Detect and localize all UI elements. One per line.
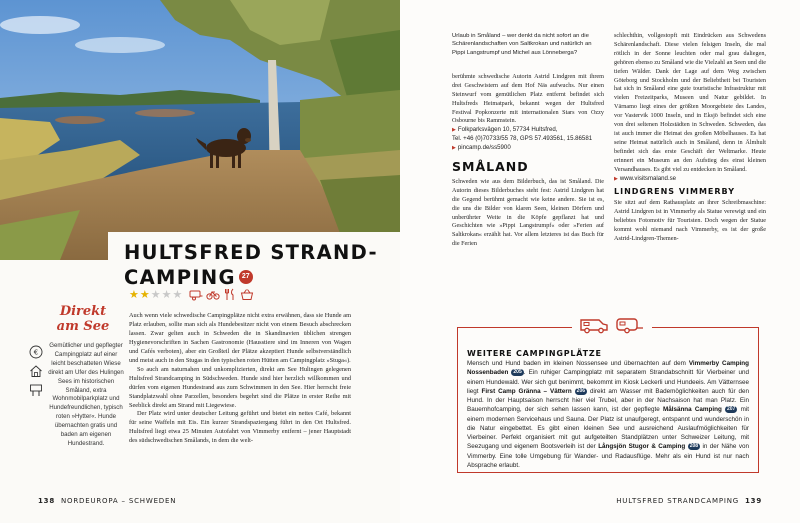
sidebar-heading-line1: Direkt	[59, 304, 107, 319]
svg-text:€: €	[33, 348, 39, 357]
footer-section-right: HULTSFRED STRANDCAMPING	[616, 497, 739, 505]
camper-icons	[572, 315, 652, 339]
sidebar-heading	[48, 304, 118, 334]
body-paragraph: schlechthin, vollgestopft mit Eindrücken aus Schwedens Schärenlandschaft. Diese vielen felsigen Inseln, die mal rötlich in der Sonne leuchten oder mal grau daliegen, gehören ebenso zu Småland wie die Vielzahl an Seen und die tiefen Wälder. Dank der Lage auf dem Weg zwischen Göteborg und Stockholm und der Beliebtheit bei Touristen hat sich in Småland eine gute touristische Infrastruktur mit vielen Freizeitparks, Museen und Natur gebildet. In Värnamo liegt eines der größten Moorgebiete des Landes, vor Vastervik 1000 Inseln, und in Eksjö befindet sich eine von drei seltenen Holzstädten in Schweden. Schweden, das ist auch immer die Heimat des großen Möbelhauses. Es hat seine Heimat natürlich auch in Småland, denn in Älmhult befindet sich das erste Geschäft der Weltmarke. Heute erinnert ein Museum an den Aufstieg des einst kleinen Versandhauses. Es gibt viel zu entdecken in Småland.	[614, 32, 766, 173]
amenity-icons	[189, 288, 257, 301]
footer-left	[38, 497, 176, 505]
pointer-icon: ▶	[452, 127, 456, 134]
campsite-name: First Camp Gränna – Vättern	[481, 387, 572, 395]
campsite-name: Vimmerby Camping Nossenbaden	[467, 360, 749, 377]
photo-caption: Urlaub in Småland – wer denkt da nicht sofort an die Schärenlandschaften von Saltkrokan und natürlich an Pippi Langstrumpf und Michel aus Lönneberga?	[452, 33, 592, 56]
section-heading-smaland: SMÅLAND	[452, 159, 529, 175]
website-line[interactable]: ▶ www.visitsmaland.se	[614, 174, 677, 182]
body-paragraph: Schweden wie aus dem Bilderbuch, das ist Småland. Die Autorin dieses Bilderbuches steht fest: Astrid Lindgren hat die Gegend berühmt gemacht wie keine andere. Sie ist es, die uns die Bilder von klaren Seen, kleinen Dörfern und unberührter Weite in die Köpfe gepflanzt hat und Geschichten wie »Pippi Langstrumpf« oder »Ferien auf Saltkrokan« erzählt hat. Vor allem letzteres ist das Buch für die Ferien	[452, 177, 604, 248]
sidebar-heading-line2: am See	[56, 319, 110, 334]
footer-section-left: NORDEUROPA – SCHWEDEN	[61, 497, 177, 505]
map-pin-badge: 206	[576, 387, 586, 394]
campsite-name: Långsjön Stugor & Camping	[598, 443, 686, 451]
title-line-1: HULTSFRED STRAND-	[124, 241, 378, 264]
box-heading: WEITERE CAMPINGPLÄTZE	[467, 349, 602, 358]
pointer-icon: ▶	[452, 145, 456, 152]
body-paragraph: Der Platz wird unter deutscher Leitung geführt und bietet ein nettes Café, bekannt für seine Waffeln mit Eis. Ein kurzer Strandspaziergang führt in den Ort Hultsfred. Hultsfred liegt etwa 25 Minuten Autofahrt von Vimmerby entfernt – jener Hauptstadt des südschwedischen Smålands, in dem die welt-	[129, 410, 351, 445]
right-column-b	[614, 32, 766, 244]
title-line-2: CAMPING	[124, 266, 236, 289]
caravan-icon	[615, 316, 645, 339]
article-body	[129, 312, 351, 446]
house-icon	[29, 364, 43, 378]
address-line: ▶ Folkparksvägen 10, 57734 Hultsfred,	[452, 126, 558, 134]
trailer-icon	[189, 288, 203, 301]
sidebar-description: Gemütlicher und gepflegter Campingplatz auf einer leicht beschatteten Wiese direkt am Ufer des Hulingen Sees im historischen Småland, extra Wohnmobilparkplatz und Hundefreundlichen, typisch roten »Hytter«. Hunde übernachten gratis und baden am eigenen Hundestrand.	[48, 342, 124, 447]
star-icon: ★	[150, 288, 161, 301]
footer-right	[616, 497, 762, 505]
euro-icon	[29, 345, 43, 359]
rating-row	[129, 288, 257, 301]
box-body: Mensch und Hund baden im kleinen Nossensee und übernachten auf dem Vimmerby Camping Nossenbaden 205 . Ein ruhiger Campingplatz mit separatem Strandabschnitt für Vierbeiner und einem Hundewald. Wer sich gut benimmt, bekommt im Kiosk Leckerli und Hundeeis. Am Vätternsee liegt First Camp Gränna – Vättern 206 direkt am Wasser mit Bademöglichkeiten auch für den Hund. In der Hauptsaison herrscht hier viel Trubel, aber in der Nachsaison hat man Platz. Ein Bauernhofcamping, der sich sehen lassen kann, ist der gepflegte Målsänna Camping 207 mit einem modernen Servicehaus und Sauna. Der Platz ist unaufgeregt, entspannt und wunderschön in die Natur eingebettet. Es gibt einen kleinen See und ausreichend Auslaufmöglichkeiten für Vierbeiner. Perfekt organisiert mit gut aufgeteilten Standplätzen unter Schweizer Leitung, mit Seezugang und eigenem Bootsverleih ist der Långsjön Stugor & Camping 208 in der Nähe von Vimmerby. Eine tolle Umgebung für Wander- und Radausflüge. Mehr als ein Hund ist nur nach Absprache erlaubt.	[467, 360, 749, 469]
bicycle-icon	[206, 288, 220, 301]
page-number-left: 138	[38, 497, 56, 505]
map-pin-badge: 208	[689, 443, 699, 450]
right-column-a	[452, 32, 604, 249]
body-paragraph: berühmte schwedische Autorin Astrid Lindgren mit ihrem drei Geschwistern auf dem Hof Näs aufwuchs. Nur einen Steinwurf vom gemütlichen Platz entfernt befindet sich Hultsfreds Heimatpark, bekannt wegen der Hultsfred Festival Popkonzerte mit internationalen Stars von Ozzy Osbourne bis Rammstein.	[452, 72, 604, 125]
star-icon: ★	[161, 288, 172, 301]
website-line[interactable]: ▶ pincamp.de/ss5900	[452, 144, 511, 152]
star-icon: ★	[129, 288, 139, 301]
campervan-icon	[579, 316, 609, 339]
page-number-right: 139	[744, 497, 762, 505]
map-pin-badge: 205	[513, 369, 522, 376]
body-paragraph: Sie sitzt auf dem Rathausplatz an ihrer Schreibmaschine: Astrid Lindgren ist in Vimmerby als Statue verewigt und ein beliebtes Fotomotiv für Touristen. Doch wegen der Statue kommt wohl niemand nach Vimmerby, es ist der große Astrid-Lindgren-Themen-	[614, 199, 766, 242]
page-title	[124, 240, 394, 290]
fork-knife-icon	[223, 288, 237, 301]
star-icon: ★	[139, 288, 150, 301]
location-number-badge: 27	[239, 270, 253, 284]
map-pin-badge: 207	[727, 406, 736, 413]
phone-line: Tel. +46 (0)70733/55 78, GPS 57.493561, 15.86581	[452, 135, 593, 143]
star-icon: ★	[172, 288, 183, 301]
campsite-name: Målsänna Camping	[662, 406, 722, 414]
pointer-icon: ▶	[614, 175, 618, 182]
section-heading-lindgren: LINDGRENS VIMMERBY	[614, 187, 736, 197]
body-paragraph: So auch am naturnahen und unkomplizierten, direkt am See Hulingen gelegenen Hultsfred Strandcamping in Südschweden. Hunde sind hier herzlich willkommen und dürfen vom eigenen Hundestrand aus zum Schwimmen in den See. Hier herrscht freie Standplatzwahl ohne Parzellen, besonders begehrt sind die Plätze in erster Reihe mit Seeblick direkt am Strand mit Liegewiese.	[129, 365, 351, 409]
lake-dog-photo	[0, 0, 400, 260]
body-paragraph: Auch wenn viele schwedische Campingplätze nicht extra erwähnen, dass sie Hunde am Platz erlauben, sollte man sich als Hundebesitzer nicht von einem Besuch abschrecken lassen. Zwar gelten auch in Schweden die in Skandinavien üblichen strengen Hygienevorschriften in Sachen Gastronomie (Hausstiere sind im Inneren von Wagen und Cafés verboten), aber ein Großteil der Plätze akzeptiert Hunde selbstverständlich und meist auch in den Stugas in den typischen roten Hütten am Campingplatz »Stuga«).	[129, 312, 351, 364]
basket-icon	[240, 288, 254, 301]
sign-icon	[29, 383, 43, 397]
